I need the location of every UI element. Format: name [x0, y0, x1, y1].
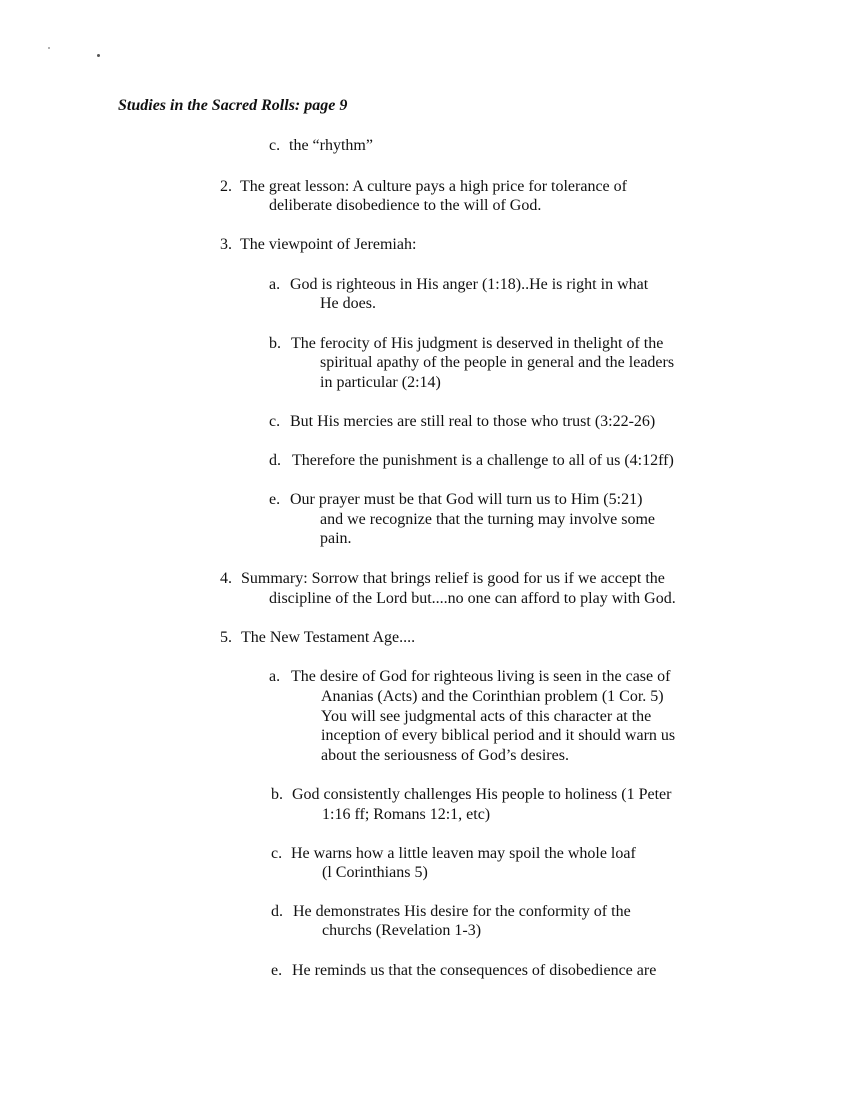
list-item-text: The New Testament Age....: [241, 629, 416, 646]
list-item-text: discipline of the Lord but....no one can afford to play with God.: [269, 590, 676, 607]
list-item-text: Ananias (Acts) and the Corinthian problem (1 Cor. 5): [321, 688, 664, 705]
list-item-text: inception of every biblical period and it should warn us: [321, 727, 676, 744]
list-item-text: the “rhythm”: [289, 137, 373, 154]
list-marker: c.: [269, 137, 281, 154]
list-marker: d.: [269, 452, 281, 469]
list-marker: 4.: [220, 570, 232, 587]
list-item-text: and we recognize that the turning may involve some: [320, 511, 656, 528]
list-marker: 5.: [220, 629, 232, 646]
list-marker: d.: [271, 903, 283, 920]
list-item-text: deliberate disobedience to the will of God.: [269, 197, 542, 214]
list-marker: 2.: [220, 178, 232, 195]
list-item-text: He reminds us that the consequences of disobedience are: [292, 962, 657, 979]
list-item-text: (l Corinthians 5): [322, 864, 428, 881]
list-marker: c.: [271, 845, 283, 862]
list-item-text: churchs (Revelation 1-3): [322, 922, 482, 939]
list-marker: a.: [269, 276, 281, 293]
list-item-text: God is righteous in His anger (1:18)..He is right in what: [290, 276, 649, 293]
list-item-text: Therefore the punishment is a challenge to all of us (4:12ff): [292, 452, 674, 469]
list-item-text: Summary: Sorrow that brings relief is good for us if we accept the: [241, 570, 665, 587]
list-item-text: You will see judgmental acts of this character at the: [321, 708, 652, 725]
list-item-text: about the seriousness of God’s desires.: [321, 747, 569, 764]
list-item-text: The desire of God for righteous living is seen in the case of: [291, 668, 671, 685]
list-marker: c.: [269, 413, 281, 430]
list-item-text: He does.: [320, 295, 376, 312]
list-item-text: The great lesson: A culture pays a high price for tolerance of: [240, 178, 627, 195]
list-marker: a.: [269, 668, 281, 685]
list-item-text: He warns how a little leaven may spoil the whole loaf: [291, 845, 636, 862]
list-item-text: 1:16 ff; Romans 12:1, etc): [322, 806, 491, 823]
page-header: Studies in the Sacred Rolls: page 9: [118, 97, 348, 114]
scan-speck: [48, 47, 50, 49]
list-item-text: The viewpoint of Jeremiah:: [240, 236, 417, 253]
list-marker: b.: [271, 786, 283, 803]
list-marker: e.: [271, 962, 283, 979]
list-item-text: God consistently challenges His people to holiness (1 Peter: [292, 786, 672, 803]
list-marker: b.: [269, 335, 281, 352]
list-item-text: Our prayer must be that God will turn us to Him (5:21): [290, 491, 643, 508]
list-item-text: But His mercies are still real to those who trust (3:22-26): [290, 413, 656, 430]
list-item-text: He demonstrates His desire for the conformity of the: [293, 903, 631, 920]
list-item-text: spiritual apathy of the people in general and the leaders: [320, 354, 675, 371]
scan-speck: [97, 54, 100, 57]
list-item-text: The ferocity of His judgment is deserved in thelight of the: [291, 335, 664, 352]
list-item-text: in particular (2:14): [320, 374, 441, 391]
list-marker: e.: [269, 491, 281, 508]
list-marker: 3.: [220, 236, 232, 253]
list-item-text: pain.: [320, 530, 352, 547]
